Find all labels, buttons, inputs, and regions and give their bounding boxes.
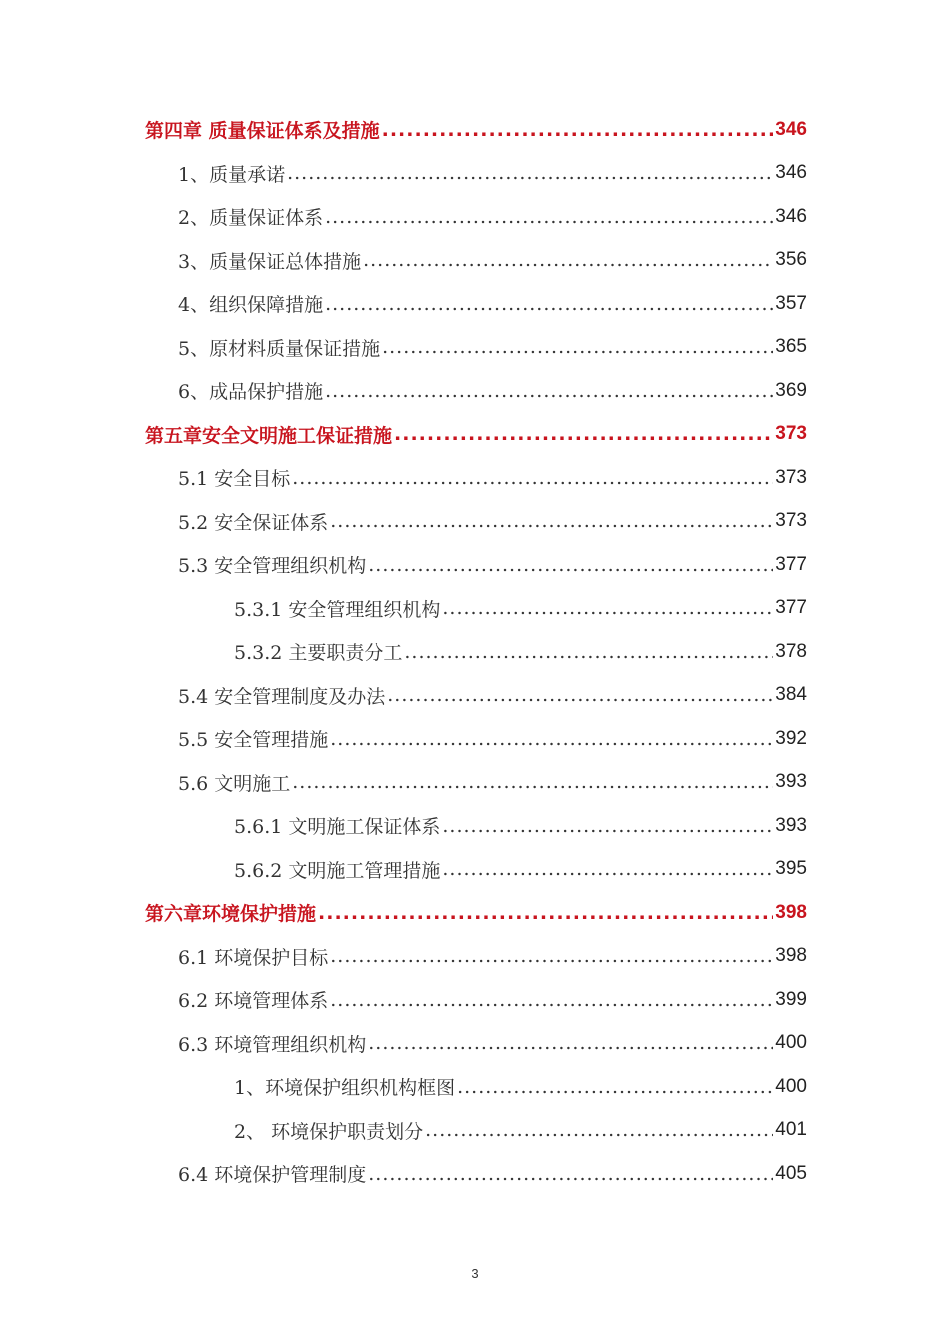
toc-chapter-4[interactable] xyxy=(145,108,807,152)
toc-label: 5.2 安全保证体系 xyxy=(178,508,330,535)
toc-page: 365 xyxy=(775,336,807,358)
toc-page: 398 xyxy=(775,901,807,923)
toc-page: 346 xyxy=(775,162,807,184)
toc-subentry[interactable] xyxy=(145,630,807,674)
leader-dots xyxy=(387,684,773,706)
leader-dots xyxy=(292,771,773,793)
toc-page: 400 xyxy=(775,1075,807,1097)
leader-dots xyxy=(394,423,773,445)
leader-dots xyxy=(382,336,773,358)
toc-entry[interactable] xyxy=(145,717,807,761)
toc-page: 373 xyxy=(775,510,807,532)
toc-label: 5.4 安全管理制度及办法 xyxy=(178,682,387,709)
toc-page: 393 xyxy=(775,771,807,793)
toc-label: 6、成品保护措施 xyxy=(178,377,325,404)
toc-label: 2、质量保证体系 xyxy=(178,203,325,230)
toc-subentry[interactable] xyxy=(145,848,807,892)
toc-page: 395 xyxy=(775,858,807,880)
toc-label: 4、组织保障措施 xyxy=(178,290,325,317)
toc-page: 346 xyxy=(775,205,807,227)
toc-label: 6.2 环境管理体系 xyxy=(178,986,330,1013)
toc-label: 5、原材料质量保证措施 xyxy=(178,334,382,361)
leader-dots xyxy=(292,467,773,489)
page-number: 3 xyxy=(471,1266,479,1281)
toc-label: 5.5 安全管理措施 xyxy=(178,725,330,752)
toc-label: 5.3 安全管理组织机构 xyxy=(178,551,368,578)
leader-dots xyxy=(442,858,773,880)
leader-dots xyxy=(318,902,773,924)
toc-entry[interactable] xyxy=(145,761,807,805)
toc-page: 377 xyxy=(775,553,807,575)
toc-chapter-5[interactable] xyxy=(145,413,807,457)
toc-page: 398 xyxy=(775,945,807,967)
toc-label: 2、 环境保护职责划分 xyxy=(234,1117,425,1144)
toc-label: 第六章环境保护措施 xyxy=(145,899,318,926)
leader-dots xyxy=(457,1076,773,1098)
toc-entry[interactable] xyxy=(145,239,807,283)
toc-entry[interactable] xyxy=(145,978,807,1022)
toc-page: 373 xyxy=(775,466,807,488)
toc-page: 357 xyxy=(775,292,807,314)
toc-page: 373 xyxy=(775,423,807,445)
toc-label: 5.1 安全目标 xyxy=(178,464,292,491)
toc-chapter-6[interactable] xyxy=(145,891,807,935)
toc-subentry[interactable] xyxy=(145,1109,807,1153)
leader-dots xyxy=(368,1163,773,1185)
leader-dots xyxy=(363,249,773,271)
toc-label: 5.6.1 文明施工保证体系 xyxy=(234,812,442,839)
toc-page: 393 xyxy=(775,814,807,836)
toc-entry[interactable] xyxy=(145,1152,807,1196)
toc-page: 377 xyxy=(775,597,807,619)
leader-dots xyxy=(442,815,773,837)
toc-label: 6.1 环境保护目标 xyxy=(178,943,330,970)
toc-entry[interactable] xyxy=(145,543,807,587)
toc-page: 346 xyxy=(775,118,807,140)
toc-entry[interactable] xyxy=(145,282,807,326)
toc-entry[interactable] xyxy=(145,326,807,370)
toc-label: 第四章 质量保证体系及措施 xyxy=(145,116,382,143)
toc-label: 5.6 文明施工 xyxy=(178,769,292,796)
leader-dots xyxy=(325,206,773,228)
toc-label: 5.6.2 文明施工管理措施 xyxy=(234,856,442,883)
leader-dots xyxy=(368,554,773,576)
toc-label: 3、质量保证总体措施 xyxy=(178,247,363,274)
toc-entry[interactable] xyxy=(145,500,807,544)
toc-label: 第五章安全文明施工保证措施 xyxy=(145,421,394,448)
toc-label: 1、环境保护组织机构框图 xyxy=(234,1073,457,1100)
toc-subentry[interactable] xyxy=(145,1065,807,1109)
toc-entry[interactable] xyxy=(145,674,807,718)
leader-dots xyxy=(330,728,773,750)
leader-dots xyxy=(325,293,773,315)
leader-dots xyxy=(368,1032,773,1054)
toc-entry[interactable] xyxy=(145,369,807,413)
leader-dots xyxy=(330,945,773,967)
toc-label: 6.3 环境管理组织机构 xyxy=(178,1030,368,1057)
toc-page: 384 xyxy=(775,684,807,706)
toc-label: 5.3.1 安全管理组织机构 xyxy=(234,595,442,622)
toc-entry[interactable] xyxy=(145,195,807,239)
toc-page: 378 xyxy=(775,640,807,662)
leader-dots xyxy=(330,989,773,1011)
toc-label: 6.4 环境保护管理制度 xyxy=(178,1160,368,1187)
toc-page: 400 xyxy=(775,1032,807,1054)
toc-label: 1、质量承诺 xyxy=(178,160,287,187)
toc-page: 405 xyxy=(775,1162,807,1184)
table-of-contents xyxy=(145,108,807,1196)
toc-subentry[interactable] xyxy=(145,587,807,631)
toc-entry[interactable] xyxy=(145,1022,807,1066)
toc-page: 356 xyxy=(775,249,807,271)
toc-entry[interactable] xyxy=(145,152,807,196)
toc-page: 399 xyxy=(775,988,807,1010)
toc-subentry[interactable] xyxy=(145,804,807,848)
leader-dots xyxy=(287,162,773,184)
toc-page: 392 xyxy=(775,727,807,749)
leader-dots xyxy=(325,380,773,402)
toc-label: 5.3.2 主要职责分工 xyxy=(234,638,404,665)
toc-page: 401 xyxy=(775,1119,807,1141)
toc-entry[interactable] xyxy=(145,935,807,979)
leader-dots xyxy=(404,641,773,663)
leader-dots xyxy=(425,1119,773,1141)
toc-entry[interactable] xyxy=(145,456,807,500)
leader-dots xyxy=(330,510,773,532)
leader-dots xyxy=(382,119,774,141)
toc-page: 369 xyxy=(775,379,807,401)
leader-dots xyxy=(442,597,773,619)
